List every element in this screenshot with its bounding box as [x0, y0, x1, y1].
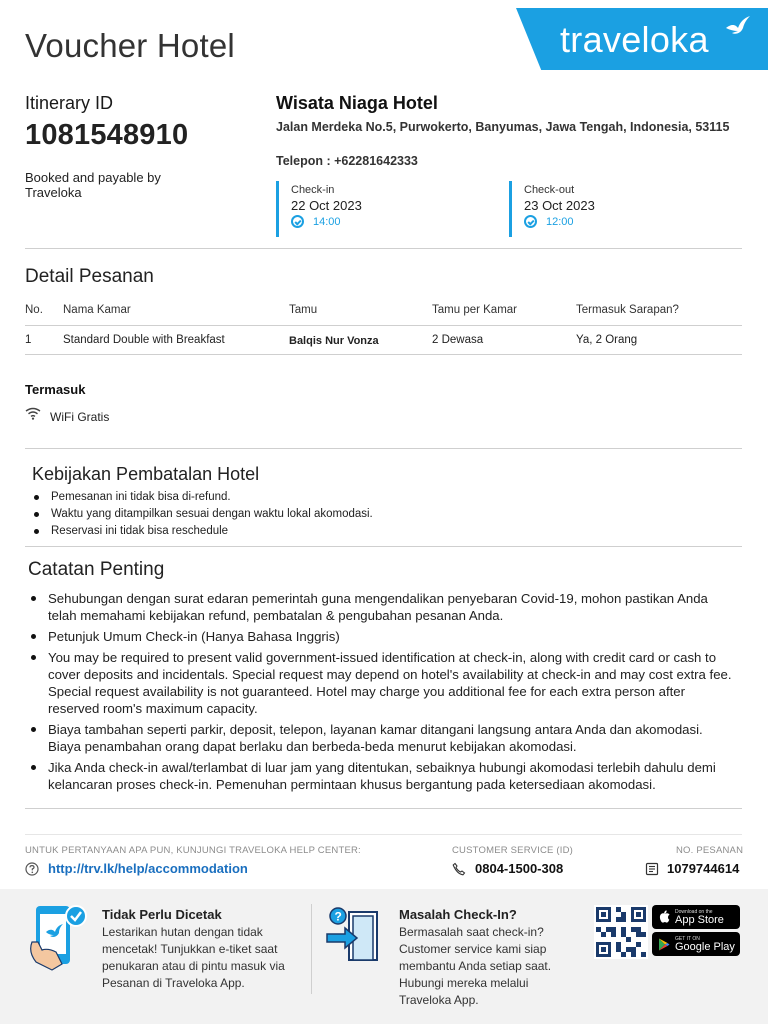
promo-divider [311, 904, 312, 994]
checkin-date: 22 Oct 2023 [291, 198, 362, 213]
list-item: Sehubungan dengan surat edaran pemerintah guna mengendalikan penyebaran Covid-19, mohon pastikan Anda telah memahami kebijakan refund, pembatalan & pengubahan pesanan Anda. [25, 590, 737, 624]
divider [25, 248, 742, 249]
col-header-breakfast: Termasuk Sarapan? [576, 304, 679, 316]
app-store-small-text: Download on the [675, 908, 713, 915]
qr-code-image [596, 907, 646, 957]
divider [25, 546, 742, 547]
cell-no: 1 [25, 334, 32, 346]
list-item: Reservasi ini tidak bisa reschedule [28, 524, 728, 539]
booked-by [25, 170, 205, 200]
phone-ticket-icon [28, 902, 90, 972]
itinerary-label: Itinerary ID [25, 93, 114, 113]
order-number: 1079744614 [667, 861, 740, 876]
bird-icon [724, 14, 752, 40]
list-item: Waktu yang ditampilkan sesuai dengan waktu lokal akomodasi. [28, 507, 728, 522]
checkin-time-value: 14:00 [313, 215, 341, 228]
checkin-time [291, 215, 362, 228]
svg-text:?: ? [334, 909, 342, 924]
booking-detail-title: Detail Pesanan [25, 266, 154, 287]
checkout-label: Check-out [524, 184, 575, 196]
clock-icon [291, 215, 304, 228]
cancellation-title: Kebijakan Pembatalan Hotel [32, 464, 260, 484]
promo-right-title: Masalah Check-In? [399, 907, 517, 922]
phone-icon [452, 862, 466, 876]
table-divider [25, 354, 742, 355]
checkin-block [276, 181, 362, 237]
checkout-time-value: 12:00 [546, 215, 574, 228]
checkout-time [524, 215, 595, 228]
included-item-wifi: WiFi Gratis [50, 410, 110, 424]
help-center-label: UNTUK PERTANYAAN APA PUN, KUNJUNGI TRAVELOKA HELP CENTER: [25, 845, 361, 856]
cell-breakfast: Ya, 2 Orang [576, 334, 638, 346]
list-item: Jika Anda check-in awal/terlambat di luar jam yang ditentukan, sebaiknya hubungi akomodasi terlebih dahulu demi kelancaran proses check-in. Pemenuhan permintaan khusus bergantung pada ketersediaan akomodasi. [25, 759, 737, 793]
booked-by-line2: Traveloka [25, 185, 82, 200]
app-store-text: App Store [675, 913, 724, 926]
divider [25, 448, 742, 449]
notes-title: Catatan Penting [28, 559, 165, 580]
divider [25, 834, 742, 835]
door-help-icon [323, 906, 383, 964]
list-item: Pemesanan ini tidak bisa di-refund. [28, 490, 728, 505]
cell-guests-per-room: 2 Dewasa [432, 334, 484, 346]
cell-room: Standard Double with Breakfast [63, 334, 225, 346]
qr-code [594, 905, 648, 959]
wifi-icon [25, 407, 41, 420]
order-number-row [645, 861, 739, 876]
col-header-guest: Tamu [289, 304, 318, 316]
help-center-row [25, 861, 248, 876]
page-title: Voucher Hotel [25, 27, 235, 64]
google-play-small-text: GET IT ON [675, 935, 700, 942]
booked-by-line1: Booked and payable by [25, 170, 161, 185]
help-circle-icon [25, 862, 39, 876]
cancellation-list [28, 490, 728, 541]
checkout-date: 23 Oct 2023 [524, 198, 595, 213]
promo-left-title: Tidak Perlu Dicetak [102, 907, 222, 922]
col-header-room: Nama Kamar [63, 304, 131, 316]
cell-guest: Balqis Nur Vonza [289, 335, 379, 347]
app-store-button[interactable] [652, 905, 740, 929]
brand-logo: traveloka [560, 19, 709, 60]
list-item: You may be required to present valid government-issued identification at check-in, along with credit card or cash to cover deposits and incidentals. Special request may depend on hotel's availability at check-in and may cost extra fee. Special request availability is not guaranteed. Hotel may charge you additional fee for each extra person after reserved room's maximum capacity. [25, 649, 737, 717]
table-divider [25, 325, 742, 326]
receipt-icon [645, 862, 659, 876]
list-item: Petunjuk Umum Check-in (Hanya Bahasa Inggris) [25, 628, 737, 645]
itinerary-id: 1081548910 [25, 119, 189, 151]
customer-service-label: CUSTOMER SERVICE (ID) [452, 845, 574, 856]
customer-service-phone[interactable]: 0804-1500-308 [475, 861, 564, 876]
google-play-button[interactable] [652, 932, 740, 956]
checkout-block [509, 181, 595, 237]
hotel-phone: Telepon : +62281642333 [276, 154, 418, 168]
notes-list [25, 590, 737, 797]
order-number-label: NO. PESANAN [676, 845, 744, 856]
customer-service-row [452, 861, 563, 876]
google-play-text: Google Play [675, 940, 735, 953]
hotel-name: Wisata Niaga Hotel [276, 93, 438, 113]
help-center-link[interactable]: http://trv.lk/help/accommodation [48, 861, 248, 876]
clock-icon [524, 215, 537, 228]
included-title: Termasuk [25, 382, 86, 397]
apple-icon [658, 910, 670, 924]
list-item: Biaya tambahan seperti parkir, deposit, telepon, layanan kamar ditangani langsung antara Anda dan akomodasi. Biaya penambahan orang dapat berlaku dan berbeda-beda menurut kebijakan akomodasi. [25, 721, 737, 755]
divider [25, 808, 742, 809]
checkin-label: Check-in [291, 184, 335, 196]
google-play-icon [658, 938, 670, 951]
col-header-no: No. [25, 304, 43, 316]
promo-left-text: Lestarikan hutan dengan tidak mencetak! Tunjukkan e-tiket saat penukaran atau di pintu masuk via Pesanan di Traveloka App. [102, 925, 285, 990]
hotel-address: Jalan Merdeka No.5, Purwokerto, Banyumas, Jawa Tengah, Indonesia, 53115 [276, 120, 730, 134]
promo-right-text: Bermasalah saat check-in? Customer service kami siap membantu Anda setiap saat. Hubungi mereka melalui Traveloka App. [399, 925, 552, 1007]
col-header-guests-per-room: Tamu per Kamar [432, 304, 518, 316]
